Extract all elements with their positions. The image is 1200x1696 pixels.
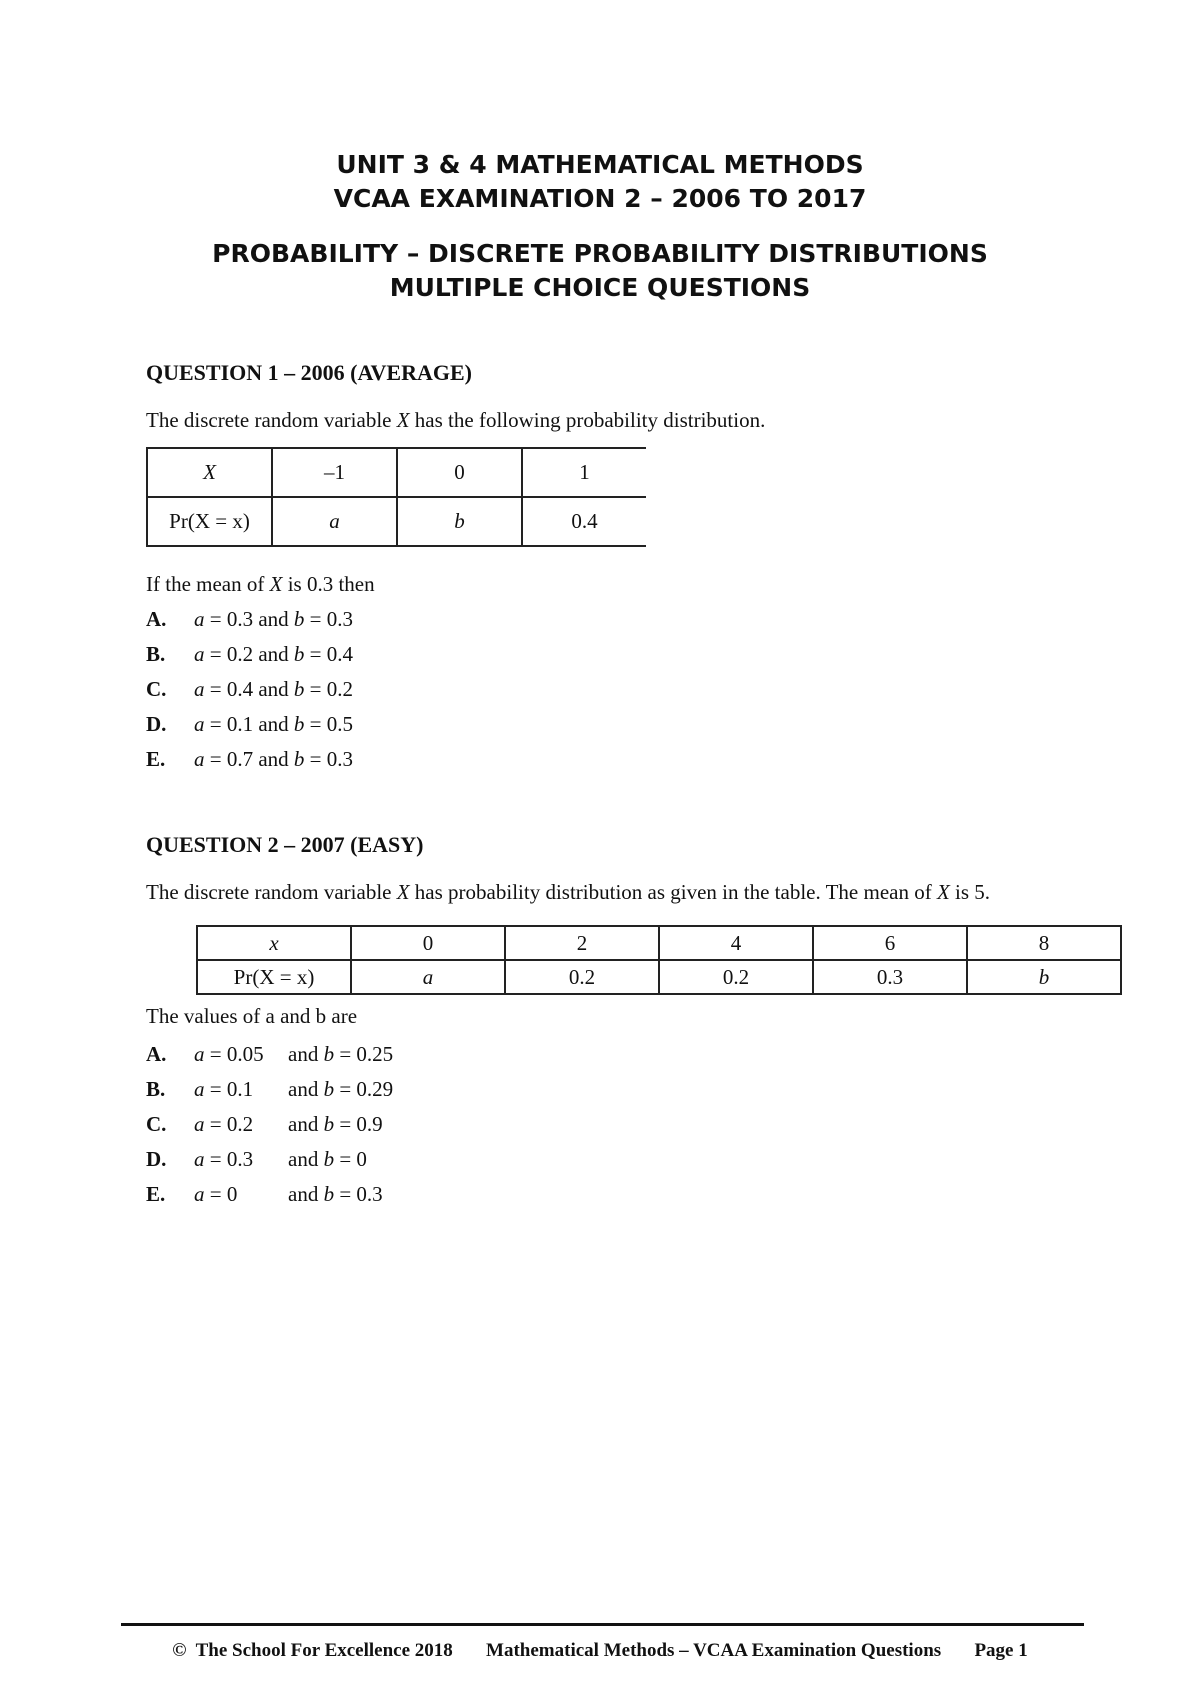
document-title bbox=[0, 148, 1200, 216]
option-e[interactable]: E. a = 0.7 and b = 0.3 bbox=[146, 747, 354, 771]
table-cell: 0.2 bbox=[505, 960, 659, 994]
option-a[interactable]: A. a = 0.05 and b = 0.25 bbox=[146, 1042, 394, 1066]
table-cell: b bbox=[967, 960, 1121, 994]
option-d[interactable]: D. a = 0.1 and b = 0.5 bbox=[146, 712, 354, 736]
footer-copyright: © The School For Excellence 2018 bbox=[172, 1640, 453, 1661]
table-cell: 8 bbox=[967, 926, 1121, 960]
title-line-3: PROBABILITY – DISCRETE PROBABILITY DISTRIBUTIONS bbox=[212, 239, 988, 268]
table-row bbox=[147, 497, 646, 546]
page-footer bbox=[0, 1640, 1200, 1662]
table-cell: 0.2 bbox=[659, 960, 813, 994]
title-line-2: VCAA EXAMINATION 2 – 2006 TO 2017 bbox=[333, 184, 867, 213]
question-1-heading: QUESTION 1 – 2006 (AVERAGE) bbox=[146, 360, 472, 385]
option-d[interactable]: D. a = 0.3 and b = 0 bbox=[146, 1147, 367, 1171]
question-2-table bbox=[196, 925, 1122, 995]
footer-title: Mathematical Methods – VCAA Examination Questions bbox=[486, 1640, 942, 1661]
table-cell: –1 bbox=[272, 448, 397, 497]
footer-divider bbox=[121, 1623, 1084, 1626]
option-c[interactable]: C. a = 0.2 and b = 0.9 bbox=[146, 1112, 383, 1136]
option-c[interactable]: C. a = 0.4 and b = 0.2 bbox=[146, 677, 354, 701]
option-a[interactable]: A. a = 0.3 and b = 0.3 bbox=[146, 607, 354, 631]
table-cell: Pr(X = x) bbox=[197, 960, 351, 994]
table-cell: 1 bbox=[522, 448, 646, 497]
table-row bbox=[197, 960, 1121, 994]
question-1-options bbox=[146, 602, 353, 777]
option-b[interactable]: B. a = 0.1 and b = 0.29 bbox=[146, 1077, 394, 1101]
table-row bbox=[147, 448, 646, 497]
question-2-intro: The discrete random variable X has probability distribution as given in the table. The mean of X is 5. bbox=[146, 880, 991, 904]
table-cell: 6 bbox=[813, 926, 967, 960]
option-b[interactable]: B. a = 0.2 and b = 0.4 bbox=[146, 642, 354, 666]
table-cell: a bbox=[351, 960, 505, 994]
table-cell: 0.3 bbox=[813, 960, 967, 994]
table-cell: 0 bbox=[351, 926, 505, 960]
table-cell: x bbox=[197, 926, 351, 960]
footer-page-number: Page 1 bbox=[974, 1640, 1028, 1661]
question-1-table bbox=[146, 447, 646, 547]
question-1-prompt: If the mean of X is 0.3 then bbox=[146, 572, 375, 596]
option-e[interactable]: E. a = 0 and b = 0.3 bbox=[146, 1182, 383, 1206]
question-2-prompt: The values of a and b are bbox=[146, 1004, 358, 1028]
table-cell: 4 bbox=[659, 926, 813, 960]
table-cell: X bbox=[147, 448, 272, 497]
question-2-heading: QUESTION 2 – 2007 (EASY) bbox=[146, 832, 424, 857]
title-line-4: MULTIPLE CHOICE QUESTIONS bbox=[389, 273, 811, 302]
question-2-options bbox=[146, 1037, 393, 1212]
title-line-1: UNIT 3 & 4 MATHEMATICAL METHODS bbox=[336, 150, 864, 179]
table-row bbox=[197, 926, 1121, 960]
table-cell: 0.4 bbox=[522, 497, 646, 546]
table-cell: Pr(X = x) bbox=[147, 497, 272, 546]
table-cell: b bbox=[397, 497, 522, 546]
table-cell: 0 bbox=[397, 448, 522, 497]
question-1-intro: The discrete random variable X has the following probability distribution. bbox=[146, 408, 766, 432]
table-cell: 2 bbox=[505, 926, 659, 960]
section-title bbox=[0, 237, 1200, 305]
table-cell: a bbox=[272, 497, 397, 546]
